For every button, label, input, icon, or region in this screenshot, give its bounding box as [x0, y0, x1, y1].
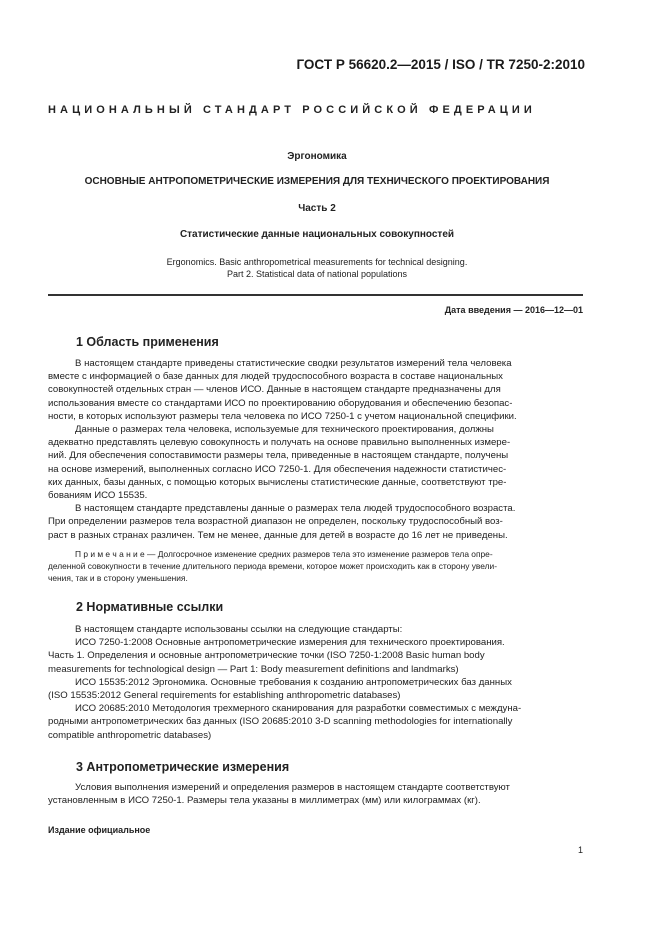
text-line: раст в разных странах различен. Тем не менее, данные для детей в возрасте до 16 лет не приведены. [48, 529, 508, 541]
note-line: деленной совокупности в течение длительного периода времени, которое может происходить как в сторону увели- [48, 561, 498, 571]
section-1-note [48, 548, 583, 584]
english-title [48, 256, 586, 280]
document-id: ГОСТ Р 56620.2—2015 / ISO / TR 7250-2:2010 [296, 57, 585, 72]
text-line: на основе измерений, выполненных согласно ИСО 7250-1. Для обеспечения надежности статистичес- [48, 463, 507, 475]
text-line: measurements for technological design — Part 1: Body measurement definitions and landmarks) [48, 663, 459, 675]
text-line: (ISO 15535:2012 General requirements for establishing anthropometric databases) [48, 690, 401, 702]
section-3-heading: 3 Антропометрические измерения [76, 760, 290, 774]
text-line: ких данных, базы данных, с помощью которых вычислены статистические данные, соответствуют тре- [48, 476, 507, 488]
section-3-body [48, 781, 583, 807]
text-line: Условия выполнения измерений и определения размеров в настоящем стандарте соответствуют [75, 782, 510, 793]
title-divider [48, 294, 583, 296]
text-line: В настоящем стандарте представлены данные о размерах тела людей трудоспособного возраста. [75, 503, 516, 515]
text-line: Часть 1. Определения и основные антропометрические точки (ISO 7250-1:2008 Basic human body [48, 650, 485, 662]
section-2-heading: 2 Нормативные ссылки [76, 600, 224, 614]
page-number: 1 [577, 845, 583, 855]
section-1-heading: 1 Область применения [76, 335, 219, 349]
text-line: ИСО 20685:2010 Методология трехмерного сканирования для разработки совместимых с междуна- [75, 703, 522, 715]
text-line: ИСО 7250-1:2008 Основные антропометрические измерения для технического проектирования. [75, 637, 505, 649]
text-line: При определении размеров тела возрастной диапазон не определен, поскольку трудоспособный воз- [48, 516, 503, 528]
text-line: В настоящем стандарте использованы ссылки на следующие стандарты: [75, 624, 403, 635]
text-line: использования вместе со стандартами ИСО по проектированию оборудования и обеспечению безопас- [48, 397, 513, 409]
official-edition-label: Издание официальное [48, 825, 151, 835]
national-standard-banner: НАЦИОНАЛЬНЫЙ СТАНДАРТ РОССИЙСКОЙ ФЕДЕРАЦИИ [48, 104, 536, 116]
text-line: адекватно представлять целевую совокупность и получать на основе правильно выполненных измере- [48, 437, 511, 449]
title-topic: Эргономика [287, 151, 347, 162]
text-line: Данные о размерах тела человека, используемые для технического проектирования, должны [75, 424, 494, 436]
title-subtitle: Статистические данные национальных совокупностей [179, 229, 455, 240]
text-line: В настоящем стандарте приведены статистические сводки результатов измерений тела человека [75, 358, 512, 369]
text-line: бованиям ИСО 15535. [48, 490, 148, 502]
section-2-body [48, 623, 583, 742]
text-line: совокупностей отдельных стран — членов ИСО. Данные в настоящем стандарте предназначены для [48, 384, 501, 396]
note-line: чения, так и в сторону уменьшения. [48, 573, 188, 583]
text-line: установленным в ИСО 7250-1. Размеры тела указаны в миллиметрах (мм) или килограммах (кг). [48, 795, 481, 807]
note-line [48, 548, 583, 560]
title-main: ОСНОВНЫЕ АНТРОПОМЕТРИЧЕСКИЕ ИЗМЕРЕНИЯ ДЛЯ ТЕХНИЧЕСКОГО ПРОЕКТИРОВАНИЯ [84, 176, 550, 187]
english-title-line-2: Part 2. Statistical data of national populations [226, 269, 408, 279]
english-title-line-1: Ergonomics. Basic anthropometrical measurements for technical designing. [166, 257, 468, 267]
text-line: родными антропометрических баз данных (ISO 20685:2010 3-D scanning methodologies for internationally [48, 716, 513, 728]
note-text: — Долгосрочное изменение средних размеров тела это изменение размеров тела опре- [144, 549, 493, 559]
text-line: вместе с информацией о базе данных для людей трудоспособного возраста в составе национальных [48, 371, 503, 383]
title-part: Часть 2 [298, 203, 336, 214]
text-line: ний. Для обеспечения сопоставимости размеры тела, приведенные в настоящем стандарте, получены [48, 450, 509, 462]
date-of-introduction: Дата введения — 2016—12—01 [444, 305, 583, 315]
text-line: ИСО 15535:2012 Эргономика. Основные требования к созданию антропометрических баз данных [75, 676, 512, 688]
text-line: compatible anthropometric databases) [48, 729, 212, 741]
note-label: П р и м е ч а н и е [75, 549, 145, 559]
section-1-body [48, 357, 583, 542]
text-line: ности, в которых используют размеры тела человека по ИСО 7250-1 с учетом национальной специфики. [48, 410, 517, 422]
